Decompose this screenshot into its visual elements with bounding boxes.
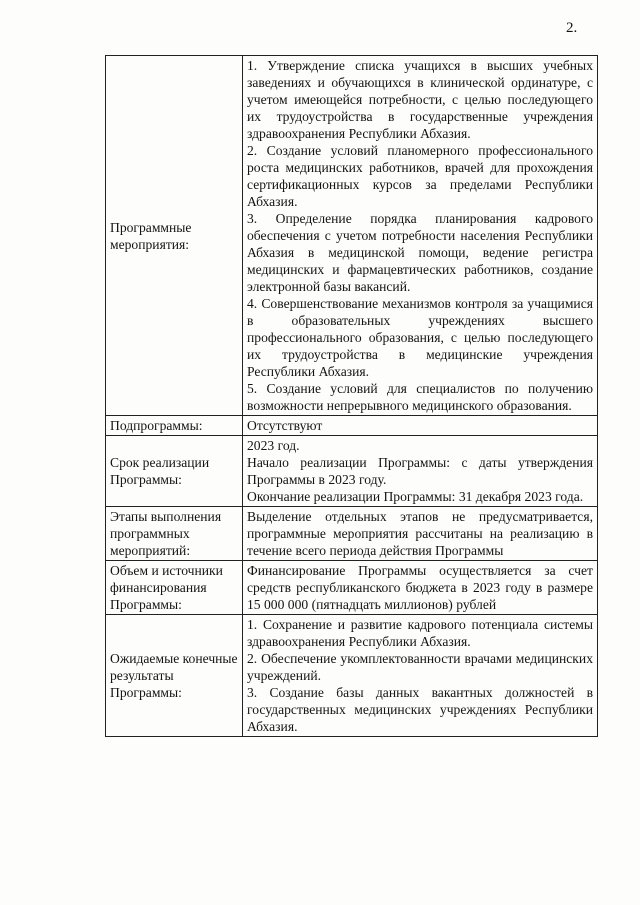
table-row bbox=[106, 561, 598, 615]
list-item: Начало реализации Программы: с даты утверждения Программы в 2023 году. bbox=[247, 455, 593, 487]
list-item: Выделение отдельных этапов не предусматривается, программные мероприятия рассчитаны на реализацию в течение всего периода действия Программы bbox=[247, 509, 593, 558]
row-content-cell bbox=[243, 436, 598, 507]
list-item: 2023 год. bbox=[247, 438, 300, 453]
row-label: Ожидаемые конечные результаты Программы: bbox=[110, 651, 238, 700]
list-item: 3. Определение порядка планирования кадрового обеспечения с учетом потребности населения Республики Абхазия в медицинской помощи, ведение регистра медицинских и фармацевтических работников, создание электронной базы вакансий. bbox=[247, 211, 593, 294]
program-passport-table bbox=[105, 55, 598, 737]
table-row bbox=[106, 416, 598, 436]
row-label: Объем и источники финансирования Программы: bbox=[110, 563, 223, 612]
row-label: Этапы выполнения программных мероприятий: bbox=[110, 509, 222, 558]
row-label-cell bbox=[106, 56, 243, 416]
row-content-cell bbox=[243, 416, 598, 436]
row-label-cell bbox=[106, 416, 243, 436]
row-label: Программные мероприятия: bbox=[110, 219, 192, 252]
row-content-cell bbox=[243, 507, 598, 561]
list-item: 4. Совершенствование механизмов контроля за учащимися в образовательных учреждениях высшего профессионального образования, с целью последующего их трудоустройства в медицинские учреждения Республики Абхазия. bbox=[247, 296, 593, 379]
list-item: Отсутствуют bbox=[247, 418, 323, 433]
row-label: Срок реализации Программы: bbox=[110, 455, 210, 487]
row-content-cell bbox=[243, 56, 598, 416]
list-item: 1. Утверждение списка учащихся в высших учебных заведениях и обучающихся в клинической ординатуре, с учетом имеющейся потребности, с целью последующего их трудоустройства в государственные учреждения здравоохранения Республики Абхазия. bbox=[247, 58, 593, 141]
row-content-cell bbox=[243, 615, 598, 737]
row-label: Подпрограммы: bbox=[110, 418, 203, 433]
table-row bbox=[106, 436, 598, 507]
list-item: 3. Создание базы данных вакантных должностей в государственных медицинских учреждениях Республики Абхазия. bbox=[247, 685, 593, 734]
row-label-cell bbox=[106, 561, 243, 615]
list-item: 1. Сохранение и развитие кадрового потенциала системы здравоохранения Республики Абхазия. bbox=[247, 617, 593, 649]
row-label-cell bbox=[106, 436, 243, 507]
list-item: 2. Создание условий планомерного профессионального роста медицинских работников, врачей для прохождения сертификационных курсов за пределами Республики Абхазия. bbox=[247, 143, 593, 209]
row-label-cell bbox=[106, 507, 243, 561]
row-content-cell bbox=[243, 561, 598, 615]
row-label-cell bbox=[106, 615, 243, 737]
list-item: 2. Обеспечение укомплектованности врачами медицинских учреждений. bbox=[247, 651, 593, 683]
list-item: Финансирование Программы осуществляется за счет средств республиканского бюджета в 2023 году в размере 15 000 000 (пятнадцать миллионов) рублей bbox=[247, 563, 593, 612]
table-row bbox=[106, 56, 598, 416]
table-row bbox=[106, 615, 598, 737]
page-number: 2. bbox=[566, 20, 578, 36]
list-item: 5. Создание условий для специалистов по получению возможности непрерывного медицинского образования. bbox=[247, 381, 593, 413]
table-row bbox=[106, 507, 598, 561]
list-item: Окончание реализации Программы: 31 декабря 2023 года. bbox=[247, 489, 584, 504]
